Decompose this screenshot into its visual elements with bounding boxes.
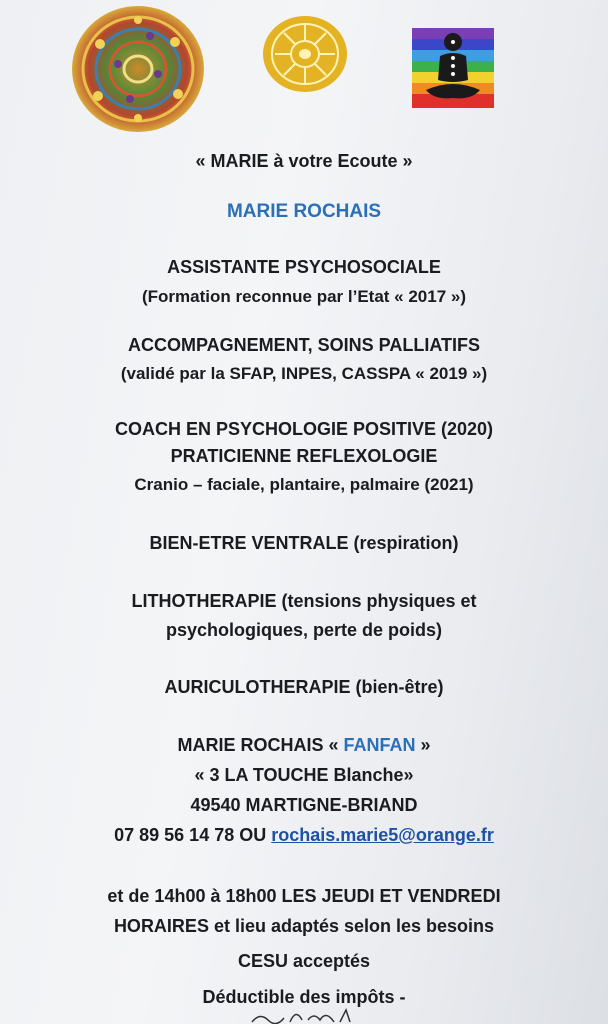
payment-note: CESU acceptés	[237, 951, 371, 971]
qualification-title: PRATICIENNE REFLEXOLOGIE	[170, 446, 438, 466]
qualification-detail: (Formation reconnue par l’Etat « 2017 »)	[141, 287, 467, 306]
handwritten-scribble	[250, 1006, 370, 1024]
contact-name-prefix: MARIE ROCHAIS «	[177, 735, 344, 755]
qualification-title: ACCOMPAGNEMENT, SOINS PALLIATIFS	[127, 335, 480, 355]
meditating-figure-chakra-icon	[412, 28, 494, 108]
qualification-title: AURICULOTHERAPIE (bien-être)	[164, 677, 444, 697]
schedule-note: HORAIRES et lieu adaptés selon les besoins	[113, 916, 495, 936]
qualification-detail: (validé par la SFAP, INPES, CASSPA « 2019 »)	[120, 364, 488, 383]
contact-name-suffix: »	[415, 735, 431, 755]
qualification-detail: Cranio – faciale, plantaire, palmaire (2021)	[134, 475, 474, 494]
schedule-hours: et de 14h00 à 18h00 LES JEUDI ET VENDREDI	[107, 886, 501, 906]
qualification-title: LITHOTHERAPIE (tensions physiques et	[131, 591, 477, 611]
sun-mandala-icon	[262, 14, 348, 94]
contact-phone-email	[0, 824, 608, 846]
mandala-icon	[70, 4, 206, 134]
practitioner-name: MARIE ROCHAIS	[226, 201, 382, 222]
flyer-heading: « MARIE à votre Ecoute »	[195, 151, 413, 171]
qualification-detail: psychologiques, perte de poids)	[165, 620, 443, 640]
contact-email-link[interactable]: rochais.marie5@orange.fr	[271, 825, 494, 845]
qualification-title: COACH EN PSYCHOLOGIE POSITIVE (2020)	[114, 419, 494, 439]
contact-phone: 07 89 56 14 78 OU	[114, 825, 272, 845]
tax-note: Déductible des impôts -	[202, 987, 406, 1007]
contact-address-line1: « 3 LA TOUCHE Blanche»	[194, 765, 414, 785]
qualification-title: BIEN-ETRE VENTRALE (respiration)	[149, 533, 459, 553]
contact-address-line2: 49540 MARTIGNE-BRIAND	[190, 795, 418, 815]
qualification-title: ASSISTANTE PSYCHOSOCIALE	[167, 257, 441, 277]
contact-name	[0, 734, 608, 756]
contact-nickname: FANFAN	[343, 735, 416, 755]
